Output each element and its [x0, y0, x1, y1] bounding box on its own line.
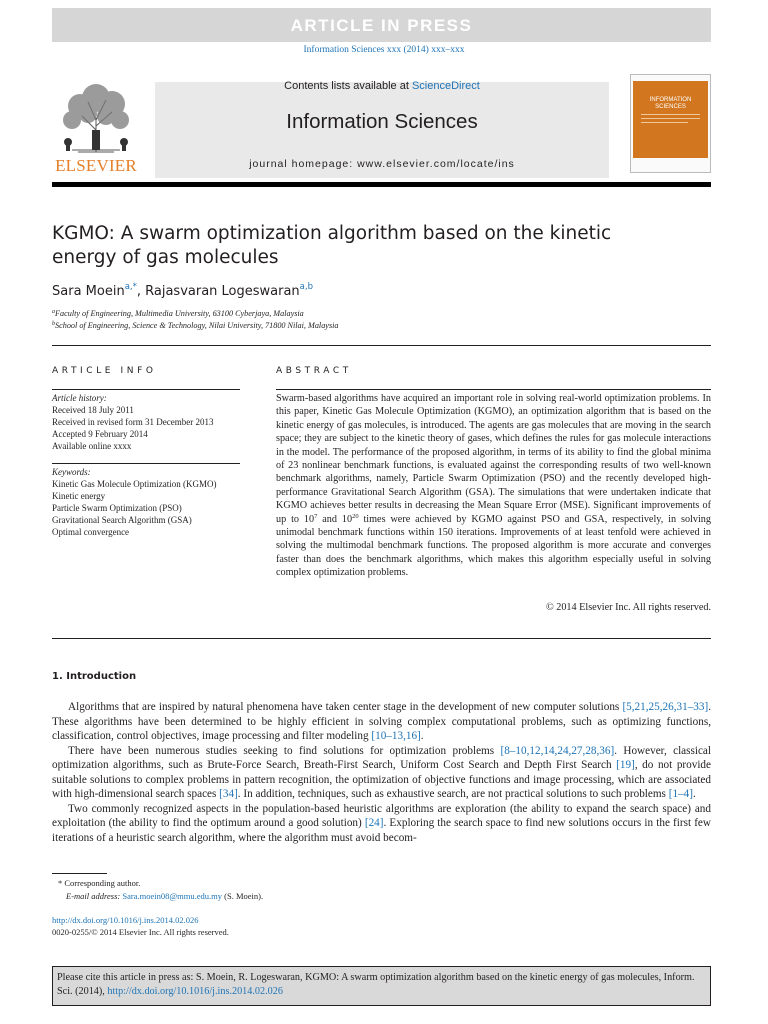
- keywords-rule: [52, 463, 240, 464]
- citation-box: [52, 966, 711, 1006]
- affil-a-mark: a: [52, 309, 55, 315]
- journal-title: Information Sciences: [286, 110, 478, 133]
- article-in-press-banner: [52, 8, 711, 42]
- banner-text: ARTICLE IN PRESS: [290, 16, 473, 35]
- article-title: KGMO: A swarm optimization algorithm based on the kinetic energy of gas molecules: [52, 223, 612, 268]
- article-info-rule: [52, 389, 240, 390]
- text-run: .: [692, 788, 696, 800]
- citation-link[interactable]: [8–10,12,14,24,27,28,36]: [500, 744, 615, 757]
- text-run: .: [420, 730, 424, 742]
- masthead-rule: [52, 182, 711, 187]
- author1-affil-marks[interactable]: a,*: [124, 282, 137, 292]
- citation-link[interactable]: [24]: [364, 817, 384, 829]
- author-list: [52, 282, 313, 299]
- elsevier-logo-text: ELSEVIER: [55, 156, 137, 175]
- header-rule: [52, 345, 711, 346]
- abstract-heading: ABSTRACT: [276, 366, 352, 376]
- abstract-exponent: 7: [314, 512, 318, 520]
- journal-homepage[interactable]: journal homepage: www.elsevier.com/locate/ins: [249, 158, 515, 170]
- abstract-part: Swarm-based algorithms have acquired an important role in solving real-world optimization problems. In this paper, Kinetic Gas Molecule Optimization (KGMO), an optimization algorithm that is based on the kinetic energy of gas molecules, is introduced. The agents are gas molecules that are moving in the search space; they are subject to the kinetic theory of gases, which defines the rules for gas molecule interactions in the model. The performance of the proposed algorithm, in terms of its ability to find the global minima of 23 nonlinear benchmark functions, is evaluated against the corresponding results of two well-known benchmark algorithms, namely, Particle Swarm Optimization (PSO) and the recently developed high-performance Gravitational Search Algorithm (GSA). The simulations that were undertaken indicate that KGMO achieves better results in decreasing the Mean Square Error (MSE). Significant improvements of up to 10: [276, 393, 711, 525]
- paragraph: [52, 700, 711, 744]
- text-run: , do not provide suitable solutions to complex problems in pattern recognition, the optimization of objective functions and image processing, which are associated with high-dimensional search spaces: [52, 759, 711, 800]
- footnote-text: Corresponding author.: [64, 878, 141, 888]
- text-run: . Exploring the search space to find new solutions occurs in the first few iterations of a heuristic search algorithm, where the algorithm must avoid becom-: [52, 817, 711, 844]
- history-item: Received in revised form 31 December 2013: [52, 417, 214, 427]
- contents-prefix: Contents lists available at: [284, 80, 412, 92]
- history-label: Article history:: [52, 393, 107, 403]
- email-link[interactable]: Sara.moein08@mmu.edu.my: [122, 891, 223, 901]
- abstract-copyright: © 2014 Elsevier Inc. All rights reserved.: [545, 602, 711, 613]
- affil-b-text: School of Engineering, Science & Technology, Nilai University, 71800 Nilai, Malaysia: [55, 321, 339, 330]
- author2-affil-marks[interactable]: a,b: [299, 282, 313, 292]
- history-item: Available online xxxx: [52, 441, 132, 451]
- doi-link[interactable]: http://dx.doi.org/10.1016/j.ins.2014.02.026: [52, 915, 199, 925]
- email-note: [66, 891, 263, 901]
- history-item: Received 18 July 2011: [52, 405, 134, 415]
- masthead: [52, 72, 711, 178]
- text-run: . However, classical optimization algorithms, such as Brute-Force Search, Breath-First Search, Uniform Cost Search and Depth First Search: [52, 744, 711, 771]
- author-logeswaran: Rajasvaran Logeswaran: [145, 284, 300, 299]
- journal-reference[interactable]: Information Sciences xxx (2014) xxx–xxx: [303, 45, 465, 55]
- affiliation-b: [52, 321, 339, 330]
- citation-link[interactable]: [5,21,25,26,31–33]: [622, 701, 709, 713]
- cover-title-line2: SCIENCES: [655, 104, 686, 110]
- section-heading-introduction: 1. Introduction: [52, 671, 137, 682]
- keyword-item: Gravitational Search Algorithm (GSA): [52, 515, 192, 525]
- sciencedirect-link[interactable]: ScienceDirect: [411, 80, 480, 92]
- citation-doi-link[interactable]: http://dx.doi.org/10.1016/j.ins.2014.02.026: [107, 986, 283, 997]
- footnote-rule: [52, 873, 107, 874]
- keyword-item: Kinetic energy: [52, 491, 106, 501]
- affil-a-text: Faculty of Engineering, Multimedia University, 63100 Cyberjaya, Malaysia: [55, 309, 304, 318]
- keywords-label: Keywords:: [52, 467, 91, 477]
- text-run: There have been numerous studies seeking to find solutions for optimization problems: [68, 744, 501, 757]
- abstract-rule: [276, 389, 711, 390]
- text-run: Algorithms that are inspired by natural phenomena have taken center stage in the development of new computer solutions: [68, 701, 623, 713]
- email-label: E-mail address:: [66, 891, 121, 901]
- abstract-exponent: 20: [352, 512, 359, 520]
- paragraph: [52, 802, 711, 846]
- text-run: . In addition, techniques, such as exhaustive search, are not practical solutions to such problems: [237, 788, 669, 800]
- author-separator: ,: [136, 284, 146, 299]
- corresponding-author-note: [58, 878, 140, 888]
- contents-line: [155, 80, 609, 92]
- keyword-item: Particle Swarm Optimization (PSO): [52, 503, 182, 513]
- front-matter-rule: [52, 638, 711, 639]
- paragraph: [52, 744, 711, 802]
- keywords: [52, 466, 252, 538]
- article-history: [52, 392, 252, 452]
- affil-b-mark: b: [52, 321, 55, 327]
- footnote-mark: *: [58, 878, 63, 888]
- introduction-body: [52, 700, 711, 845]
- keyword-item: Kinetic Gas Molecule Optimization (KGMO): [52, 479, 217, 489]
- cover-title-line1: INFORMATION: [649, 97, 692, 103]
- citation-link[interactable]: [19]: [616, 759, 635, 771]
- citation-link[interactable]: [1–4]: [668, 788, 693, 800]
- citation-link[interactable]: [10–13,16]: [371, 730, 421, 742]
- text-run: Two commonly recognized aspects in the population-based heuristic algorithms are exploration (the ability to expand the search space) and exploitation (the ability to find the optimum around a good solution): [52, 802, 711, 829]
- citation-link[interactable]: [34]: [219, 788, 238, 800]
- abstract-part: and 10: [317, 513, 353, 525]
- article-info-heading: ARTICLE INFO: [52, 366, 157, 376]
- issn-line: 0020-0255/© 2014 Elsevier Inc. All rights reserved.: [52, 927, 229, 937]
- abstract-part: times were achieved by KGMO against PSO and GSA, respectively, in solving unimodal benchmark functions within 150 iterations. Improvements of at least tenfold were achieved in solving the multimodal benchmark functions. The proposed algorithm is more accurate and converges faster than does the benchmark algorithms, which makes this algorithm especially useful in solving complex optimization problems.: [276, 513, 711, 579]
- keyword-item: Optimal convergence: [52, 527, 130, 537]
- email-suffix: (S. Moein).: [224, 891, 264, 901]
- affiliation-a: [52, 309, 304, 318]
- cover-art: [633, 81, 708, 158]
- history-item: Accepted 9 February 2014: [52, 429, 148, 439]
- author-moein: Sara Moein: [52, 284, 125, 299]
- journal-cover[interactable]: [630, 74, 711, 173]
- elsevier-tree-logo[interactable]: [52, 80, 140, 154]
- text-run: . These algorithms have been determined to be highly efficient in solving complex computational problems, such as optimizing functions, classification, control objectives, image processing and filter modeling: [52, 701, 711, 742]
- citation-text: Please cite this article in press as: S. Moein, R. Logeswaran, KGMO: A swarm optimization algorithm based on the kinetic energy of gas molecules, Inform. Sci. (2014),: [57, 972, 695, 997]
- abstract-text: [276, 392, 711, 580]
